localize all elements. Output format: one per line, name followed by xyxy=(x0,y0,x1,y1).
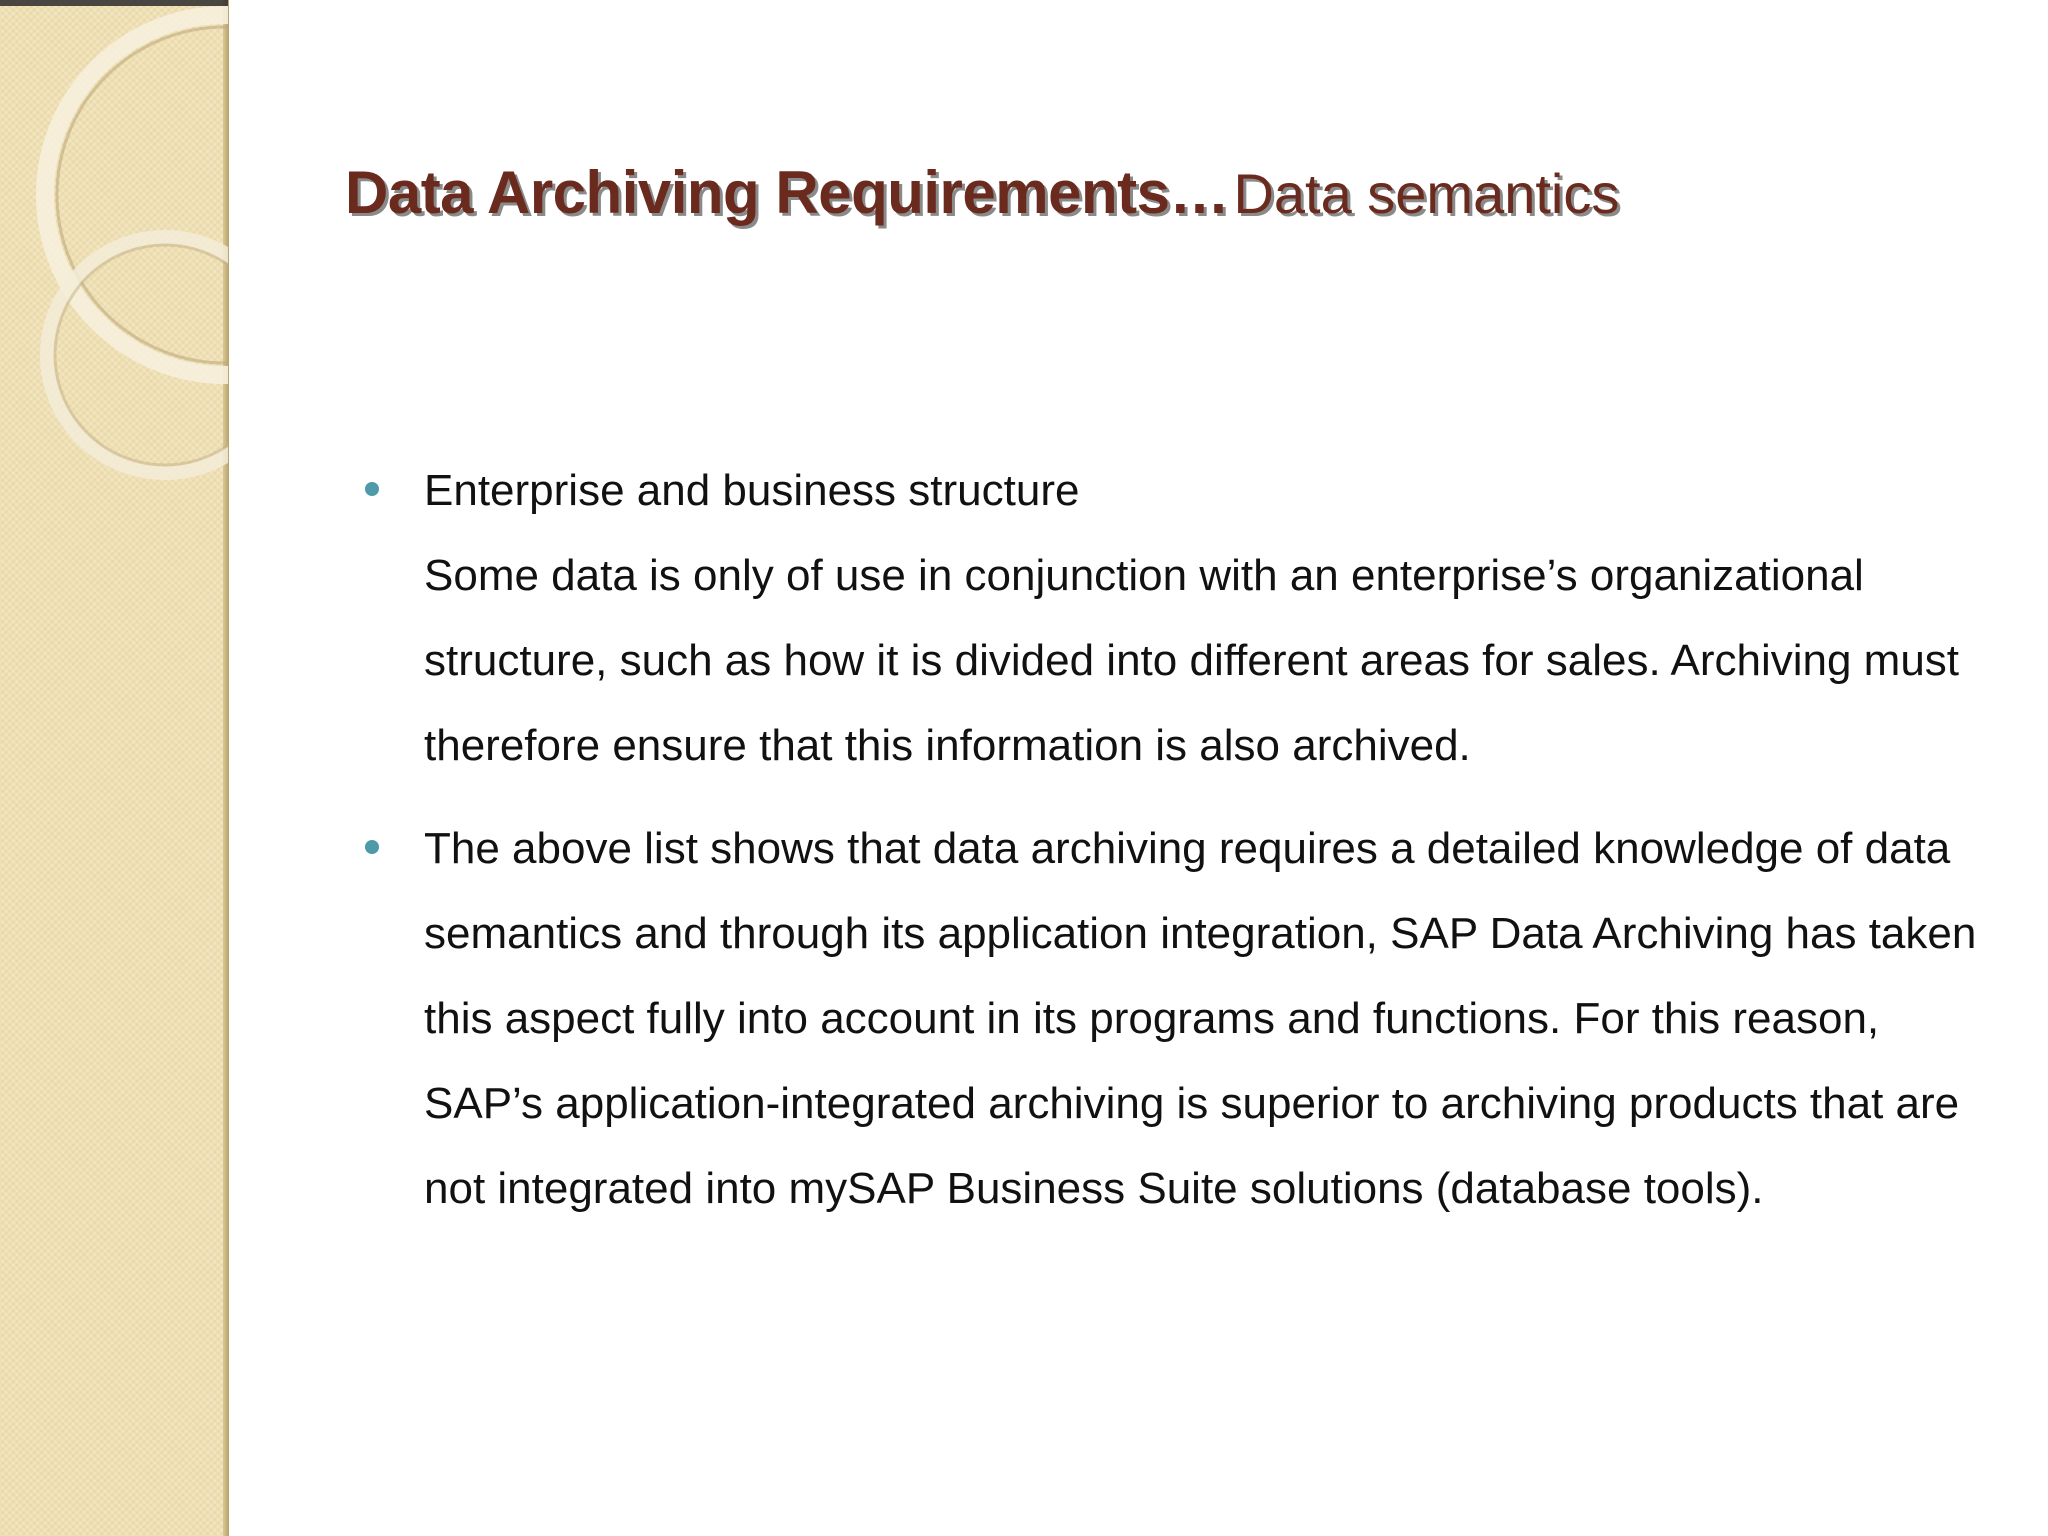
bullet-heading: Enterprise and business structure xyxy=(424,466,1080,515)
bullet-list xyxy=(362,448,1992,1249)
title-main: Data Archiving Requirements… xyxy=(345,159,1229,226)
slide-title xyxy=(345,158,1945,238)
bullet-dot-icon xyxy=(365,840,379,854)
large-ring xyxy=(45,15,228,375)
bullet-text: The above list shows that data archiving requires a detailed knowledge of data semantics and through its application integration, SAP Data Archiving has taken this aspect fully into account in its programs and functions. For this reason, SAP’s application-integrated archiving is superior to archiving products that are not integrated into mySAP Business Suite solutions (database tools). xyxy=(424,824,1977,1213)
list-item xyxy=(362,806,1992,1231)
decorative-rings-icon xyxy=(0,0,228,520)
title-subtopic: Data semantics xyxy=(1233,162,1620,225)
bullet-dot-icon xyxy=(365,482,379,496)
bullet-text: Some data is only of use in conjunction with an enterprise’s organizational structure, such as how it is divided into different areas for sales. Archiving must therefore ensure that this information is also archived. xyxy=(424,551,1960,770)
list-item xyxy=(362,448,1992,788)
